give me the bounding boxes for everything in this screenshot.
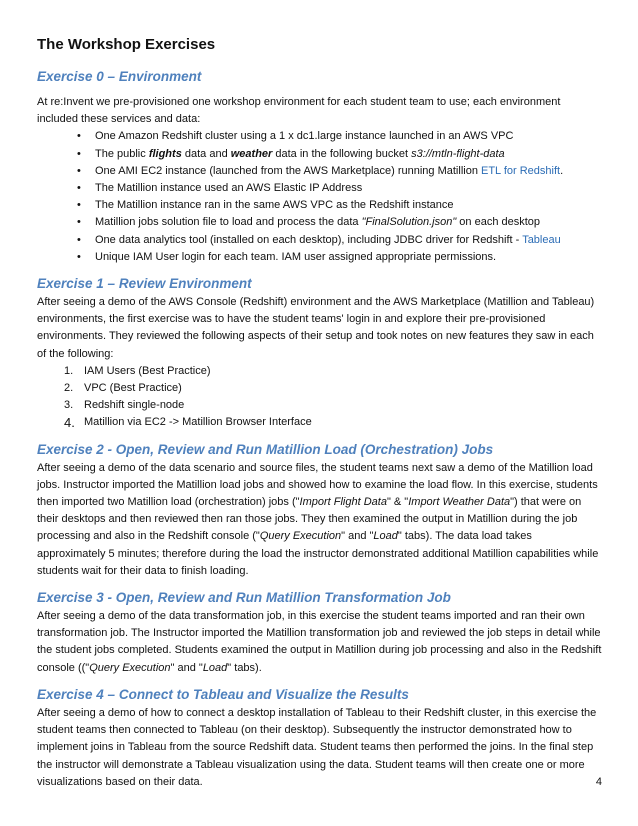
exercise-2-heading: Exercise 2 - Open, Review and Run Matillion Load (Orchestration) Jobs <box>37 441 494 457</box>
list-item-text: IAM Users (Best Practice) <box>84 364 211 377</box>
exercise-0-heading: Exercise 0 – Environment <box>37 69 202 84</box>
list-item-text: One Amazon Redshift cluster using a 1 x dc1.large instance launched in an AWS VPC <box>95 130 514 143</box>
bucket-path: s3://mtln-flight-data <box>411 147 505 160</box>
emphasis-flights: flights <box>148 147 182 160</box>
exercise-2-paragraph <box>37 460 603 580</box>
exercise-4-paragraph: After seeing a demo of how to connect a desktop installation of Tableau to their Redshift cluster, in this exercise the student teams then connected to Tableau (on their desktop). Subsequently the instructor demonstrated how to implement joins in Tableau from the source Redshift data. Student teams then performed the joins. In the final step the instructor will demonstrate a Tableau visualization using the data. Student teams will then create one or more visualizations based on their data. <box>37 706 597 788</box>
text-run: " tabs). <box>227 661 262 674</box>
exercise-1-list <box>37 363 603 432</box>
text-run: on each desktop <box>456 216 541 229</box>
text-run: After seeing a demo of the data scenario and source files, the student teams next saw a demo of the Matillion load jobs. Instructor imported the Matillion load jobs and showed how to examine the load flow. In this exercise, students then imported two Matillion load (orchestration) jobs (" <box>37 461 598 509</box>
list-item-text: Unique IAM User login for each team. IAM user assigned appropriate permissions. <box>95 250 497 263</box>
text-run: ") that were on their desktops and then reviewed then ran those jobs. They then examined the output in Matillion during the job processing and also in the Redshift console (" <box>37 496 582 543</box>
exercise-1-paragraph: After seeing a demo of the AWS Console (Redshift) environment and the AWS Marketplace (Matillion and Tableau) environments, the first exercise was to have the student teams' login in and explore their pre-provisioned environments. They reviewed the following aspects of their setup and took notes on new features they saw in each of the following: <box>37 296 595 360</box>
solution-filename: "FinalSolution.json" <box>361 216 457 229</box>
list-item-text: VPC (Best Practice) <box>84 382 182 395</box>
list-item <box>77 180 603 197</box>
list-item <box>77 128 603 145</box>
exercise-3-heading: Exercise 3 - Open, Review and Run Matillion Transformation Job <box>37 590 451 606</box>
list-number: 3. <box>64 399 74 412</box>
document-page <box>37 36 603 791</box>
exercise-0-list <box>37 128 603 266</box>
tab-name: Load <box>202 661 228 674</box>
text-run: After seeing a demo of the data transformation job, in this exercise the student teams imported and ran their own transformation job. The Instructor imported the Matillion transformation job and reviewed the job steps in detail while the student jobs completed. Students examined the output in Matillion during job processing and also in the Redshift console ((" <box>37 610 602 674</box>
emphasis-weather: weather <box>230 147 273 160</box>
job-name: Import Weather Data <box>408 496 511 509</box>
list-item <box>64 397 603 414</box>
tableau-link[interactable]: Tableau <box>522 233 561 246</box>
list-number: 1. <box>64 364 74 377</box>
list-item <box>77 232 603 249</box>
text-run: One data analytics tool (installed on each desktop), including JDBC driver for Redshift - <box>95 233 523 246</box>
list-item <box>77 163 603 180</box>
list-item-text: The Matillion instance used an AWS Elastic IP Address <box>95 182 363 195</box>
tab-name: Load <box>373 530 398 543</box>
text-run: . <box>560 164 564 177</box>
exercise-0-intro: At re:Invent we pre-provisioned one workshop environment for each student team to use; each environment included these services and data: <box>37 96 561 126</box>
text-run: The public <box>95 147 149 160</box>
list-item <box>77 249 603 266</box>
page-title: The Workshop Exercises <box>37 36 216 53</box>
text-run: Matillion jobs solution file to load and process the data <box>95 216 362 229</box>
text-run: One AMI EC2 instance (launched from the AWS Marketplace) running Matillion <box>95 164 481 177</box>
list-item-text: The Matillion instance ran in the same AWS VPC as the Redshift instance <box>95 199 454 212</box>
etl-for-redshift-link[interactable]: ETL for Redshift <box>481 164 561 177</box>
exercise-1-heading: Exercise 1 – Review Environment <box>37 276 252 292</box>
page-number: 4 <box>595 776 602 788</box>
list-item <box>77 146 603 163</box>
list-item <box>64 363 603 380</box>
text-run: data and <box>181 147 231 160</box>
tab-name: Query Execution <box>259 530 342 543</box>
list-number: 4. <box>64 415 75 431</box>
text-run: " tabs). The data load takes approximately 5 minutes; therefore during the load the instructor demonstrated additional Matillion capabilities while students wait for their data to finish loading. <box>37 530 599 577</box>
list-item-text: Redshift single-node <box>84 399 185 412</box>
text-run: " and " <box>170 661 203 674</box>
list-item-text: Matillion via EC2 -> Matillion Browser Interface <box>84 416 312 429</box>
list-item <box>64 380 603 397</box>
exercise-4-heading: Exercise 4 – Connect to Tableau and Visualize the Results <box>37 686 409 702</box>
list-number: 2. <box>64 382 74 395</box>
text-run: " and " <box>341 530 374 543</box>
job-name: Import Flight Data <box>299 496 387 509</box>
list-item <box>77 214 603 231</box>
tab-name: Query Execution <box>89 661 171 674</box>
text-run: data in the following bucket <box>272 147 412 160</box>
list-item <box>77 197 603 214</box>
list-item <box>64 414 603 431</box>
text-run: " & " <box>386 496 409 509</box>
exercise-3-paragraph <box>37 608 603 677</box>
